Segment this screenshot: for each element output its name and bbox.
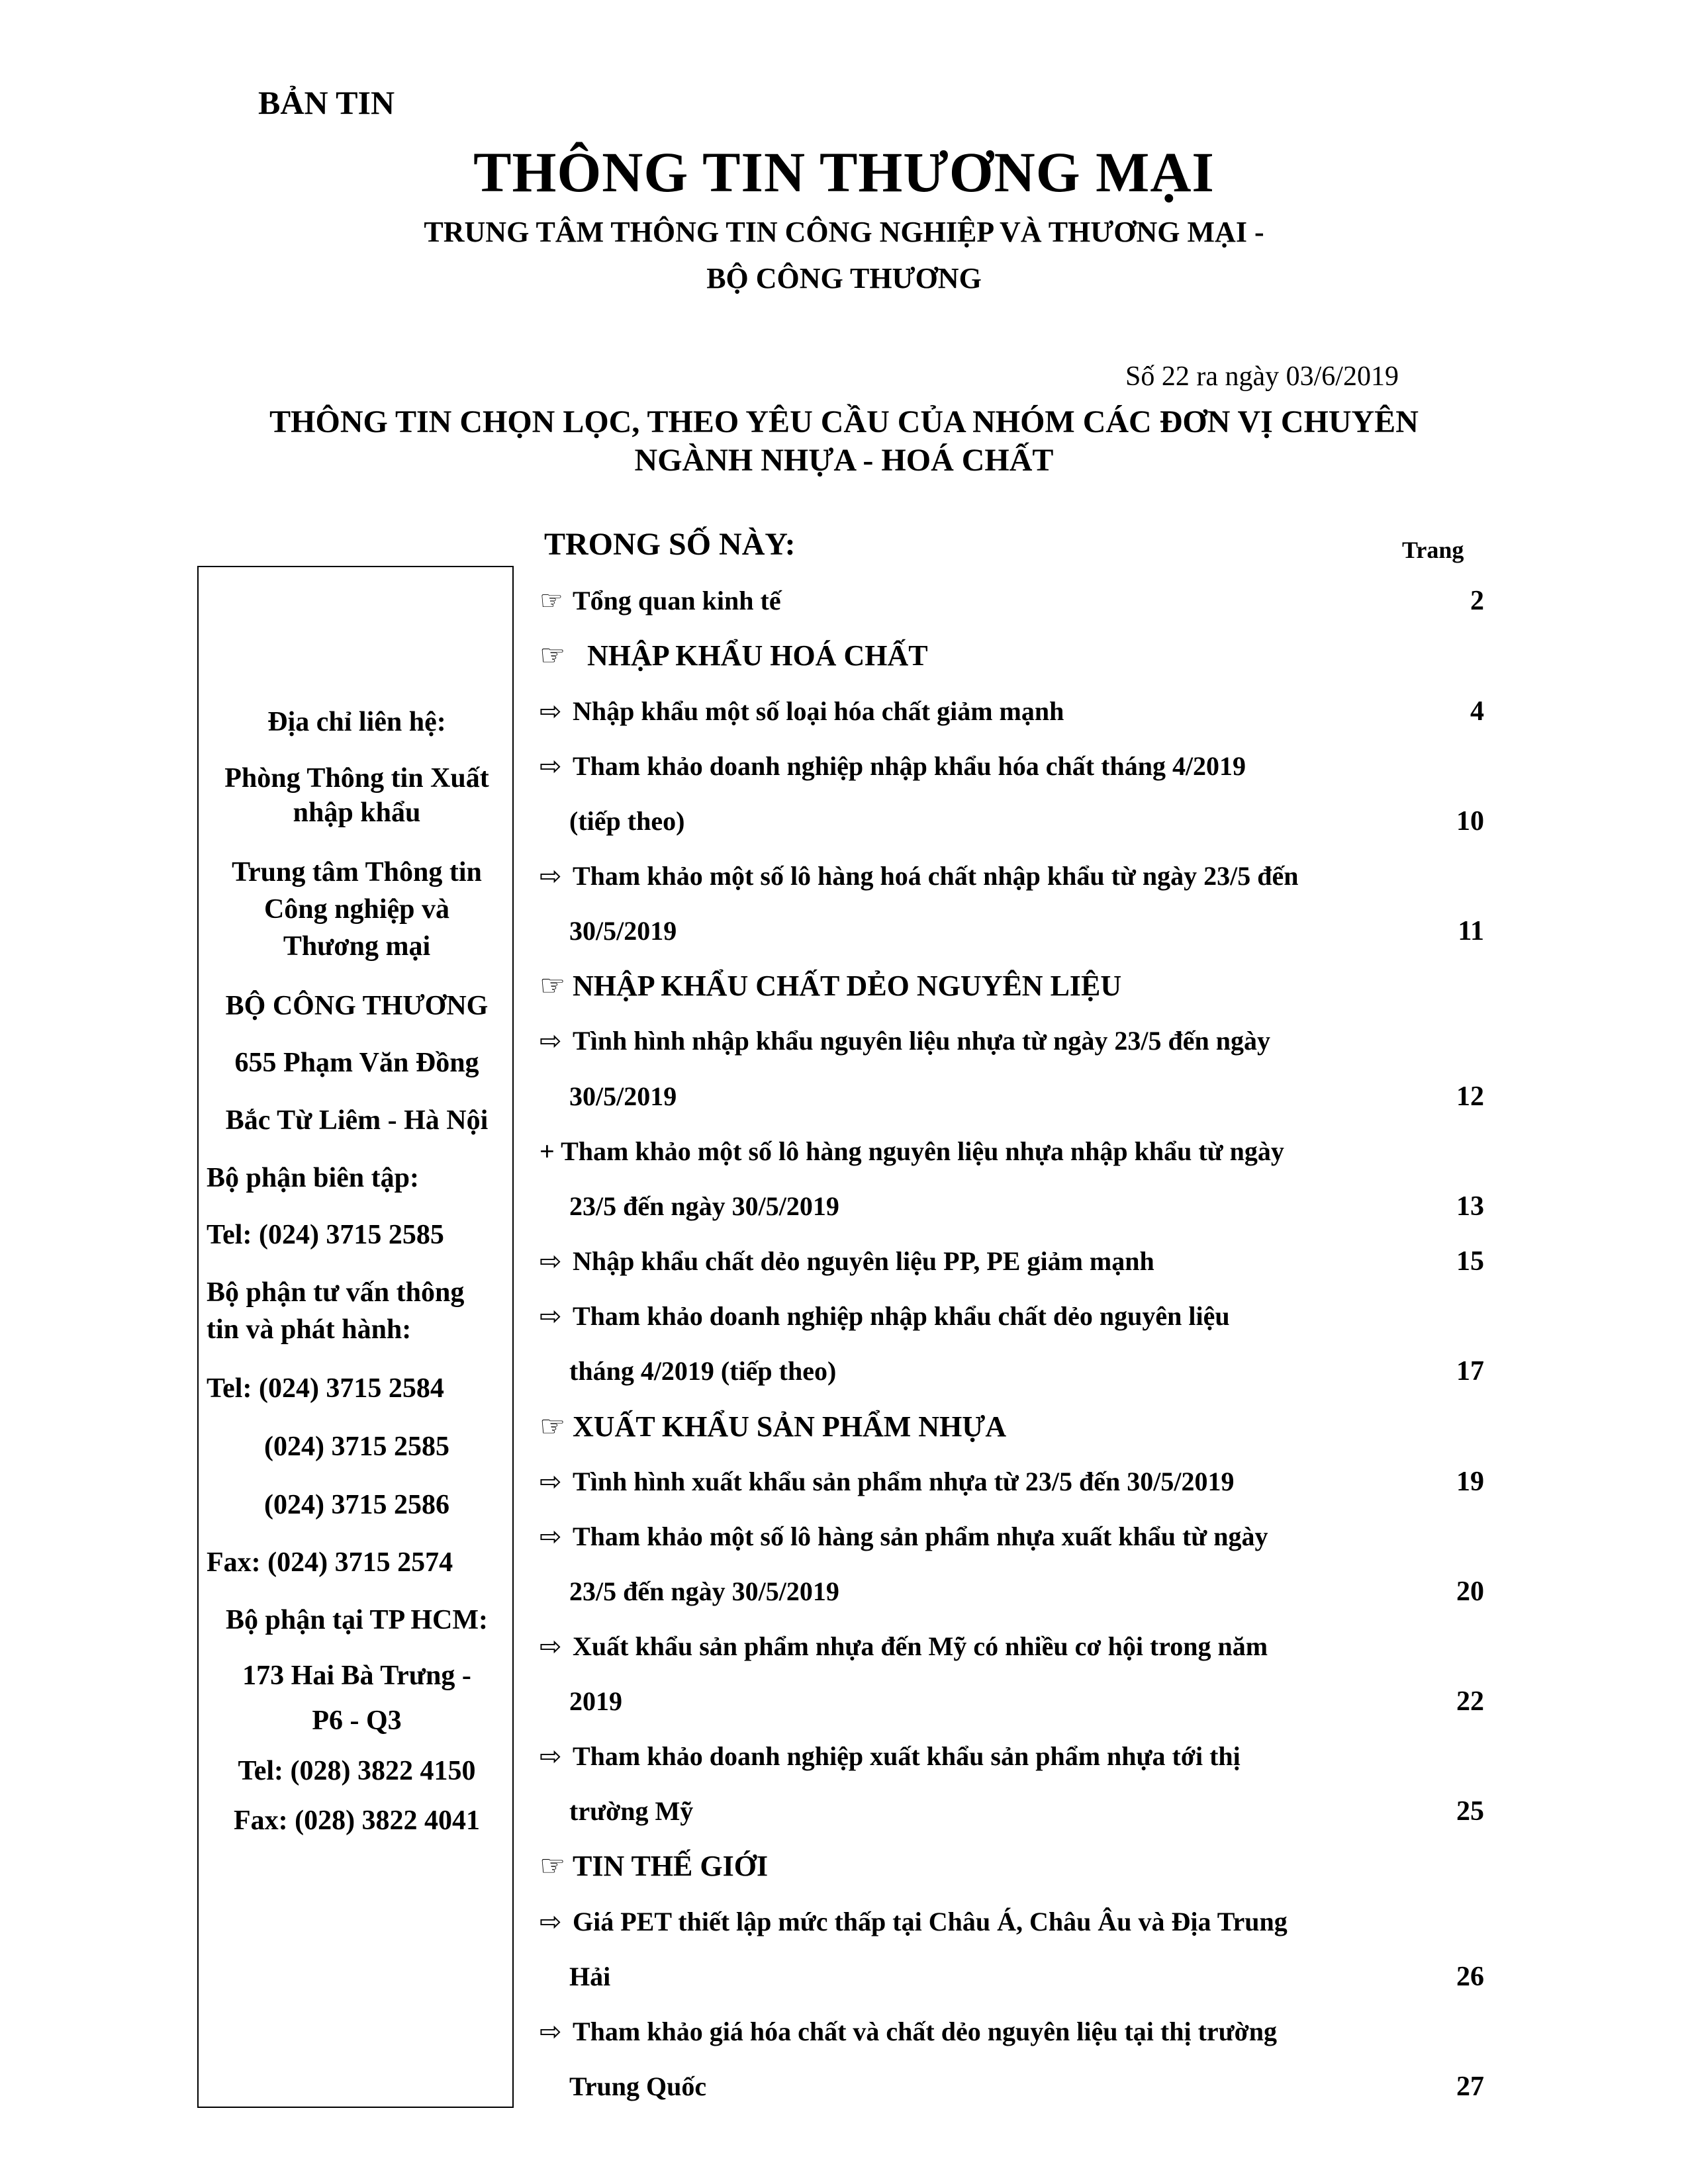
right-arrow-icon: ⇨ — [539, 751, 562, 782]
toc-entry-page: 15 — [1456, 1246, 1484, 1277]
contact-center-line-2: Công nghiệp và — [263, 894, 450, 925]
toc-section-title: NHẬP KHẨU HOÁ CHẤT — [587, 639, 928, 672]
right-arrow-icon: ⇨ — [539, 1026, 562, 1056]
issue-info: Số 22 ra ngày 03/6/2019 — [1125, 361, 1399, 392]
toc-entry-continuation: 2019 — [569, 1686, 622, 1716]
right-arrow-icon: ⇨ — [539, 1522, 562, 1552]
contact-advisory-tel-2: (024) 3715 2585 — [264, 1432, 449, 1462]
toc-entry-page: 26 — [1456, 1962, 1484, 1992]
contact-advisory-line-1: Bộ phận tư vấn thông — [207, 1277, 465, 1308]
toc-entry-page: 2 — [1470, 586, 1484, 616]
toc-entry-page: 27 — [1456, 2071, 1484, 2102]
toc-entry-page: 25 — [1456, 1796, 1484, 1827]
toc-entry[interactable] — [539, 2013, 1277, 2050]
right-arrow-icon: ⇨ — [539, 1741, 562, 1772]
toc-entry[interactable] — [539, 1903, 1288, 1940]
toc-entry[interactable] — [539, 858, 1299, 895]
publisher-line-2: BỘ CÔNG THƯƠNG — [706, 262, 982, 295]
toc-section[interactable] — [539, 637, 928, 674]
toc-page-label: Trang — [1402, 537, 1464, 563]
contact-address-line-2: Bắc Từ Liêm - Hà Nội — [225, 1105, 489, 1136]
toc-entry[interactable] — [539, 1738, 1241, 1775]
toc-entry-title: Nhập khẩu chất dẻo nguyên liệu PP, PE giảm mạnh — [573, 1246, 1154, 1276]
toc-section[interactable] — [539, 968, 1121, 1005]
toc-entry-page: 13 — [1456, 1191, 1484, 1222]
toc-entry-page: 19 — [1456, 1467, 1484, 1497]
toc-entry-page: 22 — [1456, 1686, 1484, 1717]
contact-center-line-1: Trung tâm Thông tin — [232, 857, 482, 887]
toc-heading: TRONG SỐ NÀY: — [544, 527, 796, 562]
contact-hcm-tel: Tel: (028) 3822 4150 — [238, 1756, 476, 1786]
contact-editorial-tel: Tel: (024) 3715 2585 — [207, 1220, 444, 1250]
toc-entry-page: 10 — [1456, 806, 1484, 837]
toc-entry-page: 20 — [1456, 1576, 1484, 1607]
contact-editorial-label: Bộ phận biên tập: — [207, 1163, 419, 1193]
contact-heading: Địa chỉ liên hệ: — [267, 707, 446, 737]
right-arrow-icon: ⇨ — [539, 1467, 562, 1497]
toc-entry-title: Tham khảo giá hóa chất và chất dẻo nguyên liệu tại thị trường — [573, 2017, 1278, 2046]
toc-entry-continuation: 23/5 đến ngày 30/5/2019 — [569, 1576, 839, 1606]
toc-section-title: TIN THẾ GIỚI — [573, 1850, 769, 1882]
page-title: THÔNG TIN THƯƠNG MẠI — [473, 140, 1215, 204]
toc-entry[interactable] — [539, 582, 781, 619]
toc-entry[interactable]: + Tham khảo một số lô hàng nguyên liệu nhựa nhập khẩu từ ngày — [539, 1136, 1284, 1166]
pointing-hand-icon: ☞ — [539, 639, 566, 672]
toc-entry-page: 12 — [1456, 1081, 1484, 1112]
right-arrow-icon: ⇨ — [539, 1907, 562, 1937]
toc-entry[interactable] — [539, 1298, 1230, 1335]
pointing-hand-icon: ☞ — [539, 586, 563, 616]
contact-center-line-3: Thương mại — [283, 931, 431, 962]
publisher-line-1: TRUNG TÂM THÔNG TIN CÔNG NGHIỆP VÀ THƯƠNG MẠI - — [424, 216, 1264, 248]
toc-entry-continuation: Trung Quốc — [569, 2071, 707, 2101]
toc-entry-title: Tham khảo doanh nghiệp nhập khẩu hóa chất tháng 4/2019 — [573, 751, 1246, 781]
toc-entry[interactable] — [539, 1243, 1154, 1280]
selection-heading-line-2: NGÀNH NHỰA - HOÁ CHẤT — [634, 443, 1054, 478]
toc-entry-title: Giá PET thiết lập mức thấp tại Châu Á, Châu Âu và Địa Trung — [573, 1907, 1288, 1936]
pointing-hand-icon: ☞ — [539, 969, 566, 1003]
toc-entry-page: 11 — [1458, 916, 1484, 946]
right-arrow-icon: ⇨ — [539, 696, 562, 727]
toc-entry-title: Tổng quan kinh tế — [573, 586, 781, 615]
toc-entry-continuation: 23/5 đến ngày 30/5/2019 — [569, 1191, 839, 1221]
toc-entry-continuation: Hải — [569, 1962, 611, 1991]
toc-entry-page: 17 — [1456, 1356, 1484, 1387]
toc-entry-continuation: (tiếp theo) — [569, 806, 685, 836]
contact-advisory-tel-1: Tel: (024) 3715 2584 — [207, 1373, 444, 1404]
toc-section[interactable] — [539, 1848, 768, 1885]
bulletin-label: BẢN TIN — [258, 84, 395, 121]
toc-entry-title: Tình hình nhập khẩu nguyên liệu nhựa từ ngày 23/5 đến ngày — [573, 1026, 1271, 1056]
toc-entry-title: Tham khảo một số lô hàng hoá chất nhập khẩu từ ngày 23/5 đến — [573, 861, 1299, 891]
contact-hcm-label: Bộ phận tại TP HCM: — [226, 1605, 488, 1635]
pointing-hand-icon: ☞ — [539, 1410, 566, 1443]
toc-entry-title: Tham khảo một số lô hàng sản phẩm nhựa xuất khẩu từ ngày — [573, 1522, 1268, 1551]
toc-entry-title: Xuất khẩu sản phẩm nhựa đến Mỹ có nhiều cơ hội trong năm — [573, 1631, 1268, 1661]
toc-section-title: XUẤT KHẨU SẢN PHẨM NHỰA — [573, 1410, 1007, 1443]
toc-entry[interactable] — [539, 693, 1064, 730]
toc-entry-continuation: 30/5/2019 — [569, 916, 677, 946]
right-arrow-icon: ⇨ — [539, 2017, 562, 2047]
toc-entry-page: 4 — [1470, 696, 1484, 727]
contact-box — [197, 566, 514, 2108]
contact-advisory-tel-3: (024) 3715 2586 — [264, 1490, 449, 1520]
right-arrow-icon: ⇨ — [539, 1631, 562, 1662]
toc-entry-title: Tham khảo doanh nghiệp xuất khẩu sản phẩm nhựa tới thị — [573, 1741, 1241, 1771]
contact-fax: Fax: (024) 3715 2574 — [207, 1547, 453, 1578]
right-arrow-icon: ⇨ — [539, 1246, 562, 1277]
contact-hcm-fax: Fax: (028) 3822 4041 — [233, 1805, 481, 1836]
contact-address-line-1: 655 Phạm Văn Đồng — [234, 1048, 479, 1078]
contact-advisory-line-2: tin và phát hành: — [207, 1314, 412, 1345]
contact-dept-line-2: nhập khẩu — [293, 797, 421, 828]
toc-entry-title: Tham khảo doanh nghiệp nhập khẩu chất dẻo nguyên liệu — [573, 1301, 1230, 1331]
toc-entry[interactable] — [539, 1518, 1268, 1555]
contact-hcm-address-line-1: 173 Hai Bà Trưng - — [242, 1661, 471, 1691]
pointing-hand-icon: ☞ — [539, 1849, 566, 1883]
right-arrow-icon: ⇨ — [539, 1301, 562, 1332]
toc-entry-title: Nhập khẩu một số loại hóa chất giảm mạnh — [573, 696, 1064, 726]
toc-entry-continuation: trường Mỹ — [569, 1796, 694, 1826]
toc-entry[interactable] — [539, 1023, 1270, 1060]
selection-heading-line-1: THÔNG TIN CHỌN LỌC, THEO YÊU CẦU CỦA NHÓM CÁC ĐƠN VỊ CHUYÊN — [269, 404, 1419, 439]
toc-entry-title: Tình hình xuất khẩu sản phẩm nhựa từ 23/5 đến 30/5/2019 — [573, 1467, 1235, 1496]
contact-dept-line-1: Phòng Thông tin Xuất — [224, 763, 489, 794]
toc-section[interactable] — [539, 1408, 1006, 1445]
contact-ministry: BỘ CÔNG THƯƠNG — [225, 991, 489, 1021]
contact-hcm-address-line-2: P6 - Q3 — [312, 1706, 402, 1736]
toc-entry[interactable] — [539, 1463, 1234, 1500]
right-arrow-icon: ⇨ — [539, 861, 562, 891]
toc-entry-continuation: tháng 4/2019 (tiếp theo) — [569, 1356, 837, 1386]
toc-entry[interactable] — [539, 1628, 1268, 1665]
toc-entry[interactable] — [539, 748, 1246, 785]
toc-entry-continuation: 30/5/2019 — [569, 1081, 677, 1111]
toc-section-title: NHẬP KHẨU CHẤT DẺO NGUYÊN LIỆU — [573, 970, 1122, 1002]
